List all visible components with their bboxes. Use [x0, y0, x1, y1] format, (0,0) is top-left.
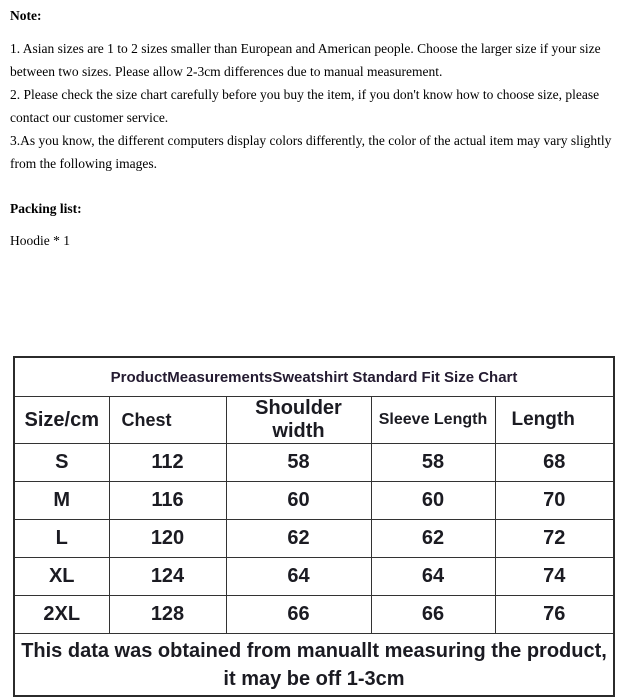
size-cell: 2XL: [14, 596, 109, 634]
length-cell: 68: [495, 444, 614, 482]
chest-cell: 120: [109, 520, 226, 558]
length-cell: 70: [495, 482, 614, 520]
size-chart-title-row: [14, 357, 614, 397]
column-header-size: Size/cm: [14, 397, 109, 444]
size-chart-title: ProductMeasurementsSweatshirt Standard Fit Size Chart: [14, 357, 614, 397]
chest-cell: 116: [109, 482, 226, 520]
table-row-2xl: [14, 596, 614, 634]
sleeve-length-cell: 64: [371, 558, 495, 596]
size-chart-footer-row: [14, 634, 614, 697]
shoulder-width-cell: 64: [226, 558, 371, 596]
column-header-length: Length: [495, 397, 614, 444]
chest-cell: 128: [109, 596, 226, 634]
shoulder-width-cell: 58: [226, 444, 371, 482]
size-cell: M: [14, 482, 109, 520]
size-cell: L: [14, 520, 109, 558]
shoulder-width-cell: 62: [226, 520, 371, 558]
note-item-2: 2. Please check the size chart carefully before you buy the item, if you don't know how to choose size, please contact our customer service.: [10, 87, 600, 125]
length-cell: 72: [495, 520, 614, 558]
packing-list-heading: Packing list:: [10, 201, 82, 216]
sleeve-length-cell: 62: [371, 520, 495, 558]
length-cell: 74: [495, 558, 614, 596]
disclaimer-line-1: This data was obtained from manuallt measuring the product,: [21, 639, 607, 662]
size-cell: XL: [14, 558, 109, 596]
table-row-m: [14, 482, 614, 520]
sleeve-length-cell: 66: [371, 596, 495, 634]
note-heading: Note:: [10, 8, 42, 23]
note-list: [10, 37, 618, 175]
size-chart-header-row: [14, 397, 614, 444]
chest-cell: 124: [109, 558, 226, 596]
measurement-disclaimer: [14, 634, 614, 697]
table-row-xl: [14, 558, 614, 596]
note-item-3: 3.As you know, the different computers display colors differently, the color of the actual item may vary slightly from the following images.: [10, 133, 612, 171]
packing-list-item: Hoodie * 1: [10, 233, 70, 248]
length-cell: 76: [495, 596, 614, 634]
shoulder-width-cell: 66: [226, 596, 371, 634]
table-row-l: [14, 520, 614, 558]
chest-cell: 112: [109, 444, 226, 482]
column-header-sleeve-length: Sleeve Length: [371, 397, 495, 444]
shoulder-width-cell: 60: [226, 482, 371, 520]
column-header-shoulder-width: Shoulder width: [226, 397, 371, 444]
size-cell: S: [14, 444, 109, 482]
disclaimer-line-2: it may be off 1-3cm: [223, 667, 405, 690]
note-item-1: 1. Asian sizes are 1 to 2 sizes smaller than European and American people. Choose the larger size if your size between two sizes. Please allow 2-3cm differences due to manual measurement.: [10, 41, 601, 79]
size-chart-table: [13, 356, 615, 697]
table-row-s: [14, 444, 614, 482]
sleeve-length-cell: 60: [371, 482, 495, 520]
sleeve-length-cell: 58: [371, 444, 495, 482]
column-header-chest: Chest: [109, 397, 226, 444]
